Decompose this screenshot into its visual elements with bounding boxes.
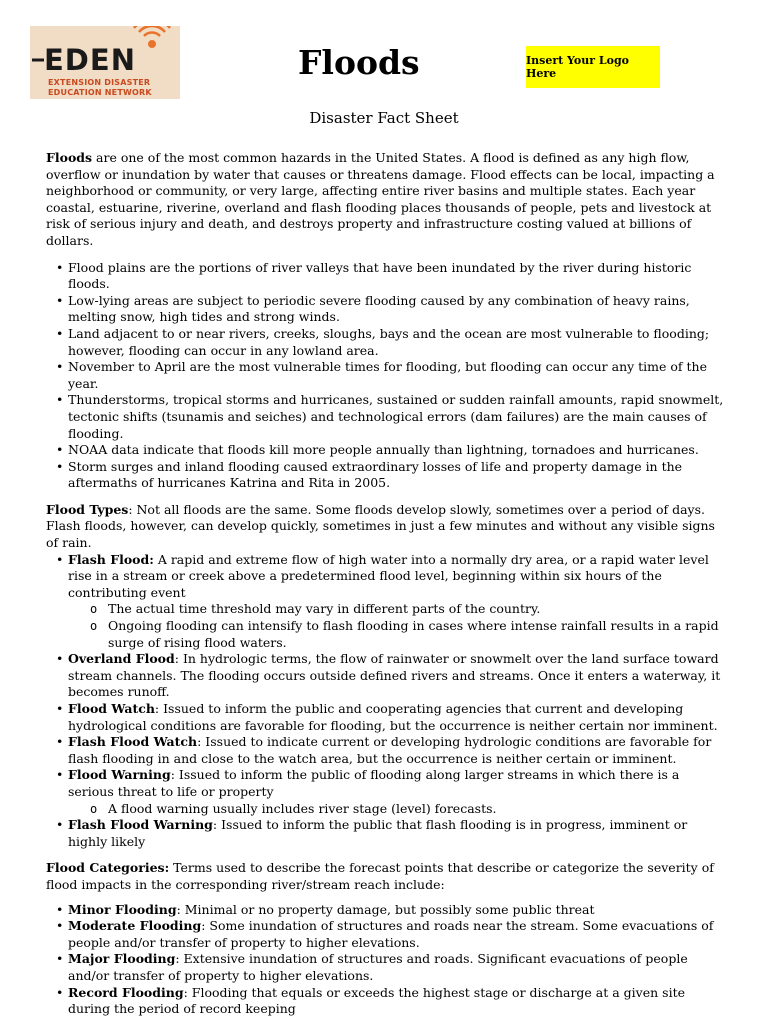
list-item: • Minor Flooding: Minimal or no property damage, but possibly some public threat (46, 902, 726, 919)
list-item: • Storm surges and inland flooding caused extraordinary losses of life and property damage in the aftermaths of hurricanes Katrina and Rita in 2005. (46, 459, 726, 492)
logo-wordmark: EDEN (44, 43, 136, 77)
list-item: • Record Flooding: Flooding that equals or exceeds the highest stage or discharge at a given site during the period of record keeping (46, 985, 726, 1018)
list-item: • Thunderstorms, tropical storms and hurricanes, sustained or sudden rainfall amounts, rapid snowmelt, tectonic shifts (tsunamis and seiches) and technological errors (dam failures) are the main causes of flooding. (46, 392, 726, 442)
list-item: • Land adjacent to or near rivers, creeks, sloughs, bays and the ocean are most vulnerable to flooding; however, flooding can occur in any lowland area. (46, 326, 726, 359)
list-item: • Overland Flood: In hydrologic terms, the flow of rainwater or snowmelt over the land surface toward stream channels. The flooding occurs outside defined rivers and streams. Once it enters a waterway, it becomes runoff. (46, 651, 726, 701)
list-item: • Flood Watch: Issued to inform the public and cooperating agencies that current and developing hydrological conditions are favorable for flooding, but the occurrence is neither certain nor imminent. (46, 701, 726, 734)
list-item: • Major Flooding: Extensive inundation of structures and roads. Significant evacuations of people and/or transfer of property to higher elevations. (46, 951, 726, 984)
sub-list (86, 601, 726, 651)
list-item: • Flash Flood Watch: Issued to indicate current or developing hydrologic conditions are favorable for flash flooding in and close to the watch area, but the occurrence is neither certain or imminent. (46, 734, 726, 767)
facts-list (46, 260, 726, 492)
list-item: • Low-lying areas are subject to periodic severe flooding caused by any combination of heavy rains, melting snow, high tides and strong winds. (46, 293, 726, 326)
sub-list-item: o A flood warning usually includes river stage (level) forecasts. (86, 801, 726, 818)
list-item: • Moderate Flooding: Some inundation of structures and roads near the stream. Some evacuations of people and/or transfer of property to higher elevations. (46, 918, 726, 951)
list-item: • November to April are the most vulnerable times for flooding, but flooding can occur any time of the year. (46, 359, 726, 392)
page-subtitle: Disaster Fact Sheet (309, 109, 459, 127)
page-title: Floods (298, 43, 420, 82)
intro-paragraph: Floods are one of the most common hazards in the United States. A flood is defined as any high flow, overflow or inundation by water that causes or threatens damage. Flood effects can be local, impacting a neighborhood or community, or very large, affecting entire river basins and multiple states. Each year coastal, estuarine, riverine, overland and flash flooding places thousands of people, pets and livestock at risk of serious injury and death, and destroys property and infrastructure costing valued at billions of dollars. (46, 150, 715, 248)
document-body (46, 150, 726, 1018)
flood-types-list (46, 552, 726, 851)
list-item: • Flood plains are the portions of river valleys that have been inundated by the river during historic floods. (46, 260, 726, 293)
flood-types-intro: Flood Types: Not all floods are the same. Some floods develop slowly, sometimes over a period of days. Flash floods, however, can develop quickly, sometimes in just a few minutes and without any visible signs of rain. (46, 501, 715, 551)
sub-list-item: o The actual time threshold may vary in different parts of the country. (86, 601, 726, 618)
flood-categories-intro: Flood Categories: Terms used to describe the forecast points that describe or categorize the severity of flood impacts in the corresponding river/stream reach include: (46, 860, 714, 892)
logo-subtitle: EXTENSION DISASTER EDUCATION NETWORK (48, 78, 152, 97)
eden-logo (30, 26, 180, 99)
sub-list-item: o Ongoing flooding can intensify to flash flooding in cases where intense rainfall results in a rapid surge of rising flood waters. (86, 618, 726, 651)
flood-categories-list (46, 902, 726, 1018)
logo-placeholder: Insert Your Logo Here (526, 46, 660, 88)
list-item: • Flood Warning: Issued to inform the public of flooding along larger streams in which there is a serious threat to life or property o A flood warning usually includes river stage (level) forecasts. (46, 767, 726, 817)
list-item: • Flash Flood Warning: Issued to inform the public that flash flooding is in progress, imminent or highly likely (46, 817, 726, 850)
list-item: • Flash Flood: A rapid and extreme flow of high water into a normally dry area, or a rapid water level rise in a stream or creek above a predetermined flood level, beginning within six hours of the contributing event o The actual time threshold may vary in different parts of the country. o Ongoing flooding can intensify to flash flooding in cases where intense rainfall results in a rapid surge of rising flood waters. (46, 552, 726, 652)
sub-list (86, 801, 726, 818)
list-item: • NOAA data indicate that floods kill more people annually than lightning, tornadoes and hurricanes. (46, 442, 726, 459)
